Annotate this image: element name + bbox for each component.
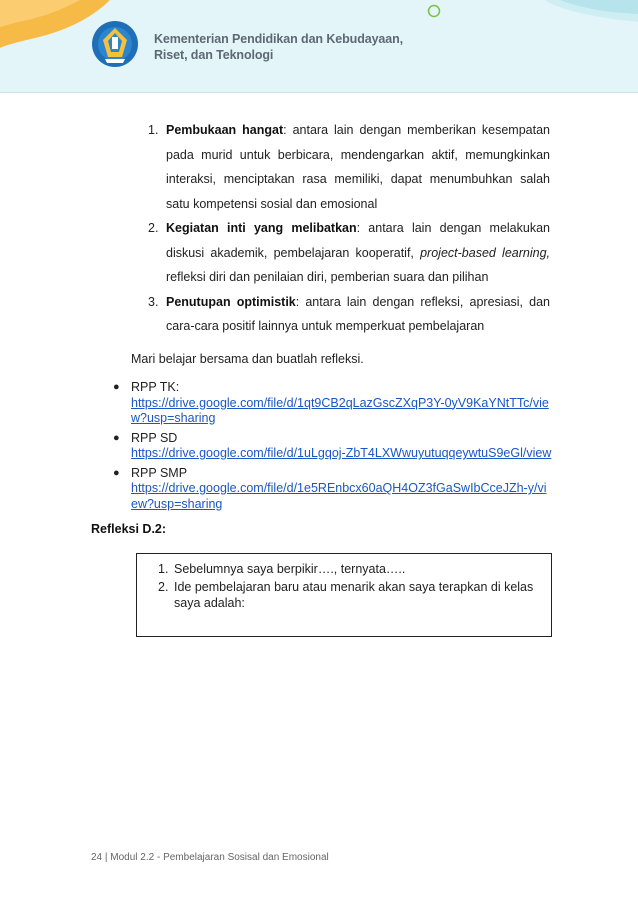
bullet-icon: ● xyxy=(113,466,120,479)
ministry-name-line1: Kementerian Pendidikan dan Kebudayaan, xyxy=(154,32,404,46)
principle-text: : antara lain dengan melakukan diskusi akademik, pembelajaran kooperatif, xyxy=(166,221,550,260)
refleksi-text: Sebelumnya saya berpikir…., ternyata….. xyxy=(174,562,406,576)
list-number: 2. xyxy=(158,580,169,594)
rpp-label: RPP SD xyxy=(131,430,178,445)
principle-item-1 xyxy=(145,118,550,216)
rpp-links-list xyxy=(113,380,553,516)
principles-list xyxy=(145,118,550,339)
refleksi-heading: Refleksi D.2: xyxy=(91,522,167,536)
list-item xyxy=(113,466,553,513)
principle-italic-text: project-based learning, xyxy=(420,245,550,260)
intro-text: Mari belajar bersama dan buatlah refleksi. xyxy=(131,352,364,366)
page-footer: 24 | Modul 2.2 - Pembelajaran Sosisal dan Emosional xyxy=(91,852,329,863)
rpp-sd-link[interactable]: https://drive.google.com/file/d/1uLgqoj-ZbT4LXWwuyutuqqeywtuS9eGl/view xyxy=(131,446,552,460)
ministry-name xyxy=(154,31,403,63)
principle-item-2 xyxy=(145,216,550,290)
rpp-label: RPP SMP xyxy=(131,465,188,480)
ministry-logo xyxy=(91,20,139,68)
list-number: 3. xyxy=(148,294,159,309)
ministry-name-line2: Riset, dan Teknologi xyxy=(154,48,274,62)
refleksi-box xyxy=(136,553,552,637)
principle-text-end: refleksi diri dan penilaian diri, pemberian suara dan pilihan xyxy=(166,270,489,284)
principle-text: : antara lain dengan refleksi, apresiasi, dan cara-cara positif lainnya untuk memperkuat pembelajaran xyxy=(166,294,551,333)
refleksi-list xyxy=(155,561,551,613)
principle-title: Kegiatan inti yang melibatkan xyxy=(166,221,357,235)
list-number: 1. xyxy=(148,123,159,137)
bullet-icon: ● xyxy=(113,431,120,444)
rpp-smp-link[interactable]: https://drive.google.com/file/d/1e5REnbcx60aQH4OZ3fGaSwIbCceJZh-y/view?usp=sharing xyxy=(131,481,547,511)
rpp-tk-link[interactable]: https://drive.google.com/file/d/1qt9CB2qLazGscZXqP3Y-0yV9KaYNtTTc/view?usp=sharing xyxy=(131,395,549,425)
list-number: 1. xyxy=(158,562,169,576)
principle-title: Penutupan optimistik xyxy=(166,294,296,309)
list-item xyxy=(113,380,553,427)
rpp-label: RPP TK: xyxy=(131,380,180,394)
principle-item-3 xyxy=(145,290,550,339)
bullet-icon: ● xyxy=(113,381,120,393)
list-item xyxy=(113,431,553,462)
page-header xyxy=(0,0,638,93)
principle-text: : antara lain dengan memberikan kesempatan pada murid untuk berbicara, mendengarkan aktif, memungkinkan interaksi, menciptakan rasa memiliki, dapat menumbuhkan salah satu kompetensi sosial dan emosional xyxy=(166,123,550,211)
refleksi-item-1 xyxy=(155,561,551,577)
principle-title: Pembukaan hangat xyxy=(166,123,284,137)
refleksi-text: Ide pembelajaran baru atau menarik akan saya terapkan di kelas saya adalah: xyxy=(174,580,534,610)
list-number: 2. xyxy=(148,221,159,235)
refleksi-item-2 xyxy=(155,579,551,611)
